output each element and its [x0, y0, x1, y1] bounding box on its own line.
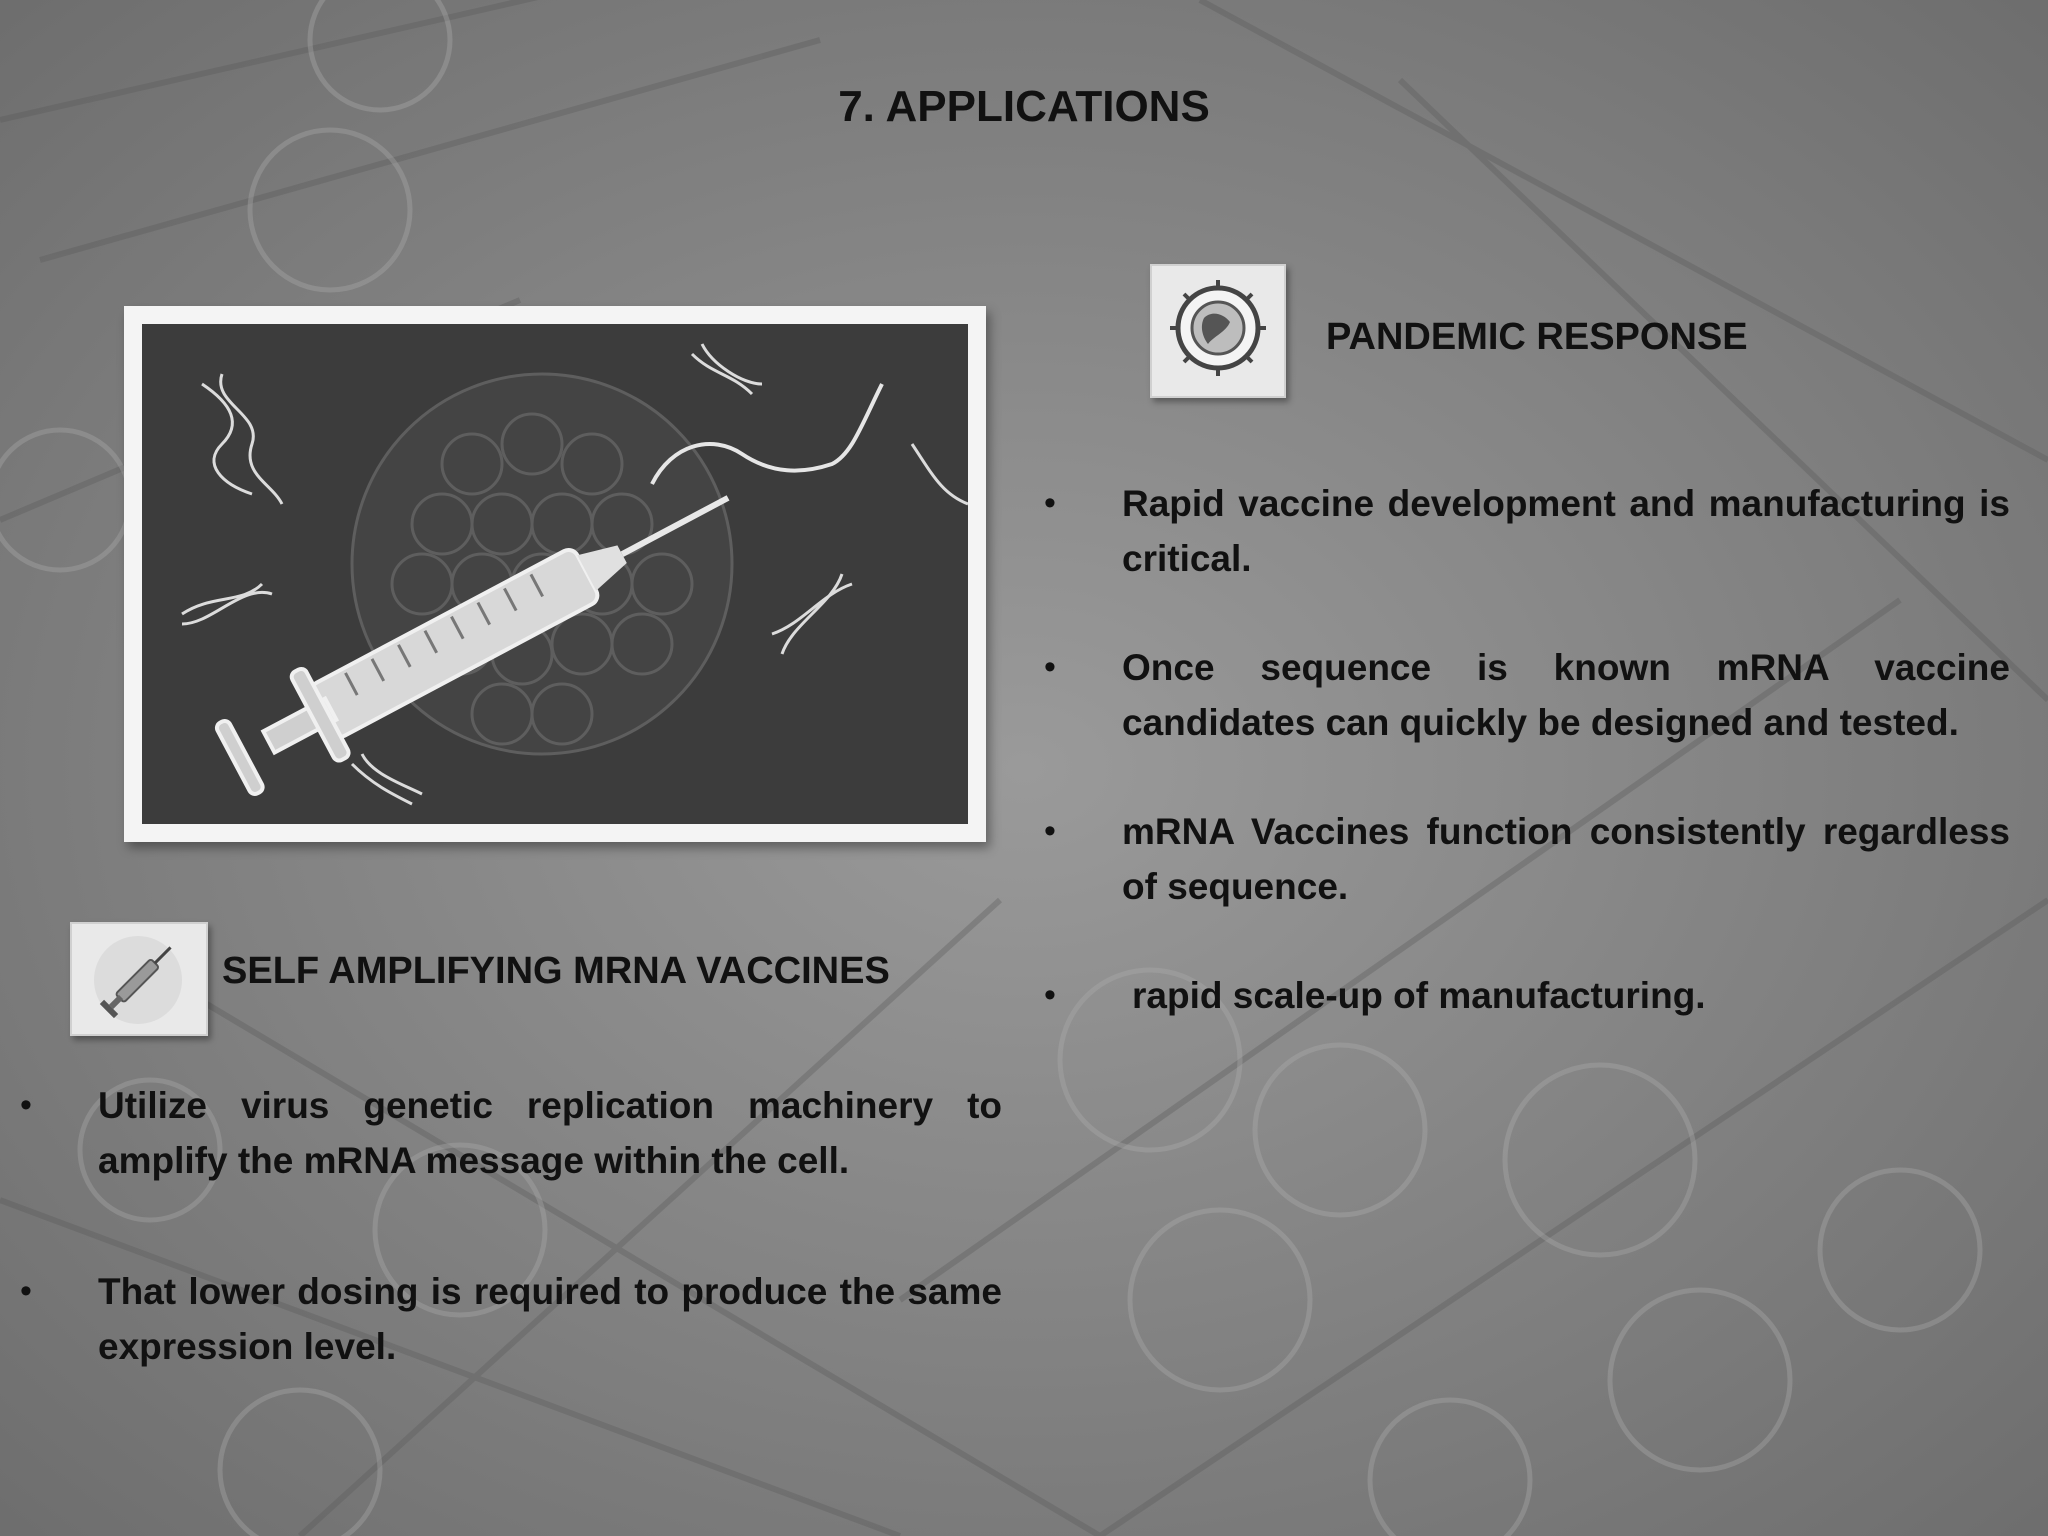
slide-title: 7. APPLICATIONS [838, 82, 1210, 131]
self-amplifying-heading: SELF AMPLIFYING MRNA VACCINES [222, 950, 890, 992]
list-item [20, 1078, 1002, 1188]
list-item [1044, 804, 2010, 914]
pandemic-response-heading: PANDEMIC RESPONSE [1326, 316, 1748, 358]
bullet-marker: • [1044, 648, 1056, 686]
syringe-icon-box [70, 922, 208, 1036]
bullet-text: Rapid vaccine development and manufacturing is critical. [1122, 483, 2010, 579]
bullet-marker: • [1044, 812, 1056, 850]
bullet-marker: • [20, 1086, 32, 1124]
globe-virus-icon [1152, 266, 1284, 396]
syringe-icon [72, 924, 206, 1034]
pandemic-response-list [1044, 476, 2010, 1023]
bullet-marker: • [20, 1272, 32, 1310]
list-item [1044, 968, 2010, 1023]
pandemic-icon-box [1150, 264, 1286, 398]
syringe-dna-illustration [124, 306, 986, 842]
self-amplifying-list [20, 1078, 1002, 1374]
list-item [1044, 640, 2010, 750]
bullet-text: mRNA Vaccines function consistently regardless of sequence. [1122, 811, 2010, 907]
list-item [1044, 476, 2010, 586]
bullet-marker: • [1044, 484, 1056, 522]
bullet-text: Once sequence is known mRNA vaccine candidates can quickly be designed and tested. [1122, 647, 2010, 743]
bullet-text: That lower dosing is required to produce the same expression level. [98, 1271, 1002, 1367]
bullet-text: Utilize virus genetic replication machinery to amplify the mRNA message within the cell. [98, 1085, 1002, 1181]
bullet-text: rapid scale-up of manufacturing. [1132, 975, 1706, 1016]
list-item [20, 1264, 1002, 1374]
syringe-illustration-graphic [142, 324, 968, 824]
bullet-marker: • [1044, 976, 1056, 1014]
